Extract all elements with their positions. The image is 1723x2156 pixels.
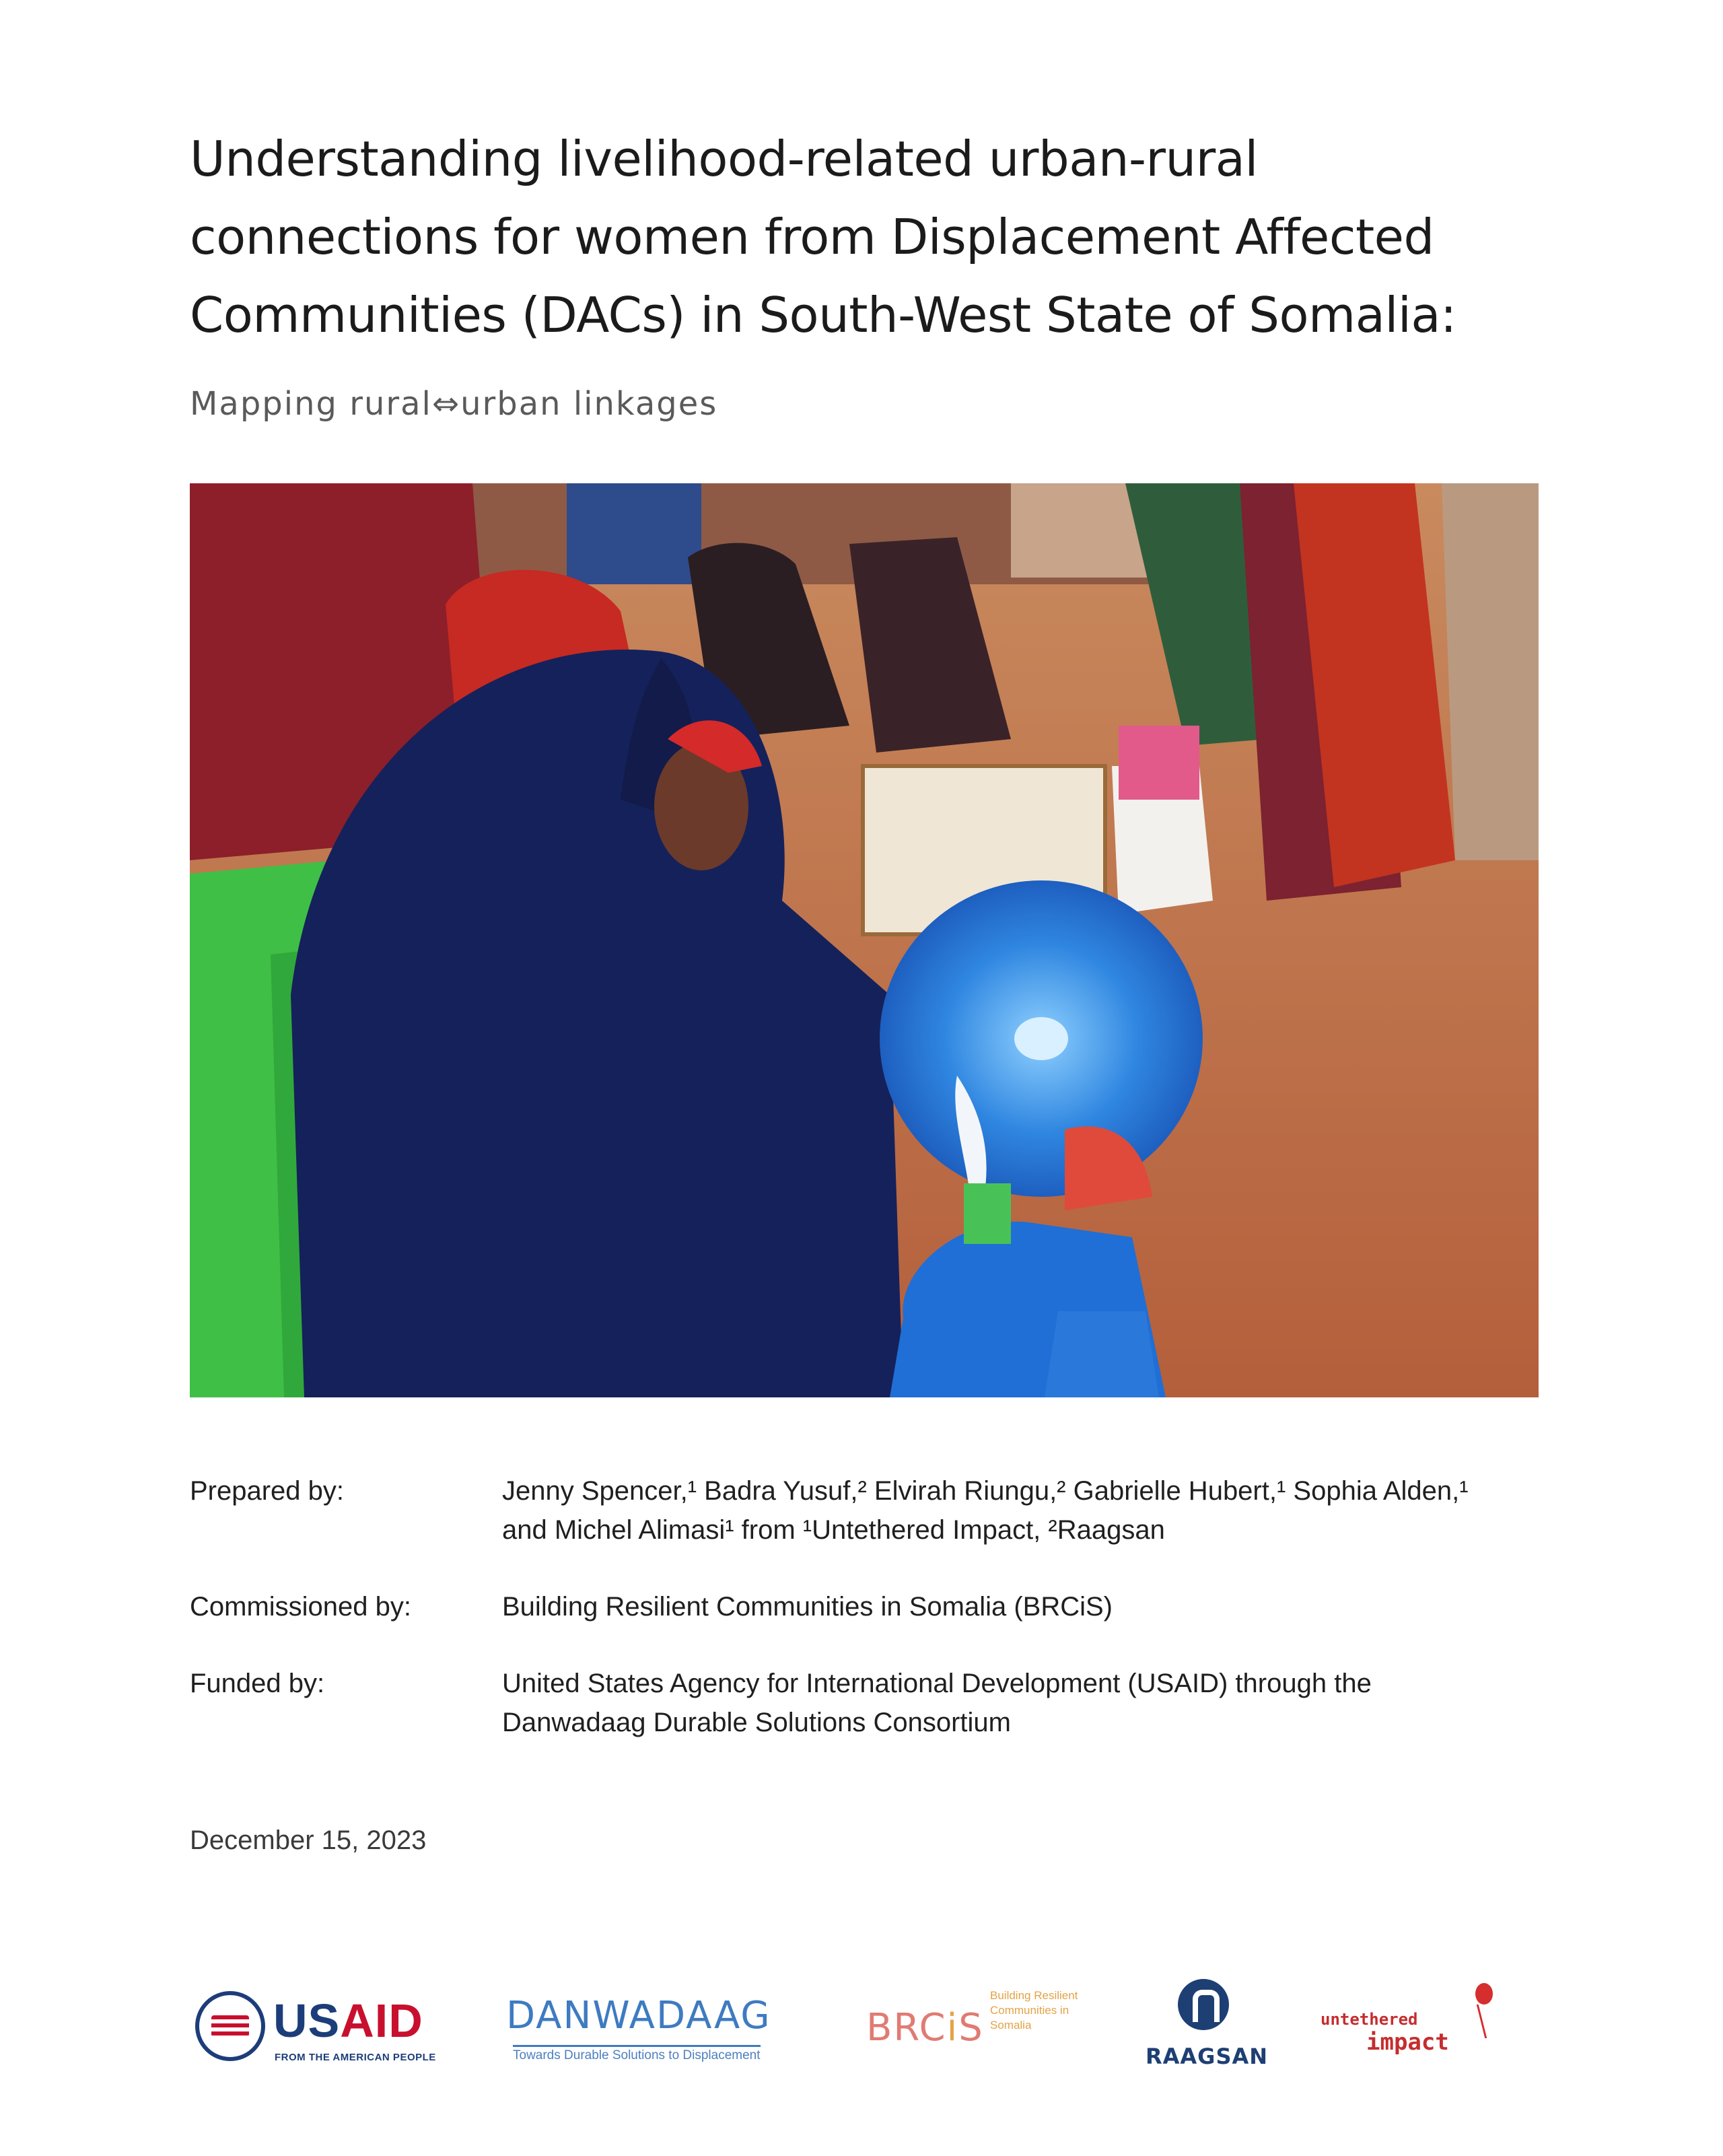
brcis-wordmark: BRCiS [866,2006,984,2050]
prepared-by-value [502,1471,1536,1550]
funded-by-line-2: Danwadaag Durable Solutions Consortium [502,1708,1011,1737]
publication-date: December 15, 2023 [190,1825,427,1855]
funded-by-line-1: United States Agency for International Development (USAID) through the [502,1669,1372,1698]
commissioned-by-row [190,1587,1536,1626]
untethered-impact-logo [1321,1979,1502,2073]
cover-photo [190,483,1539,1397]
untethered-wordmark: untethered [1321,2010,1418,2029]
title-line-1: Understanding livelihood-related urban-rural [190,131,1258,187]
commissioned-by-value: Building Resilient Communities in Somalia (BRCiS) [502,1592,1113,1622]
balloon-icon [1475,1983,1493,2005]
prepared-by-label: Prepared by: [190,1476,345,1506]
prepared-by-line-2: and Michel Alimasi¹ from ¹Untethered Impact, ²Raagsan [502,1515,1165,1545]
danwadaag-wordmark: DANWADAAG [506,1994,771,2038]
usaid-wordmark: USAID [273,1994,423,2047]
danwadaag-logo [506,1979,816,2073]
prepared-by-line-1: Jenny Spencer,¹ Badra Yusuf,² Elvirah Riungu,² Gabrielle Hubert,¹ Sophia Alden,¹ [502,1476,1469,1506]
document-title [190,120,1603,354]
funded-by-row [190,1664,1536,1742]
raagsan-logo [1146,1979,1273,2073]
impact-wordmark: impact [1366,2029,1449,2056]
prepared-by-row [190,1471,1536,1550]
document-subtitle: Mapping rural⇔urban linkages [190,385,718,423]
usaid-seal-icon [195,1991,265,2061]
title-line-2: connections for women from Displacement Affected [190,209,1434,265]
title-line-3: Communities (DACs) in South-West State of Somalia: [190,287,1456,343]
commissioned-by-label: Commissioned by: [190,1592,412,1622]
balloon-string-icon [1477,2005,1489,2038]
partner-logos [190,1979,1536,2073]
usaid-tagline: FROM THE AMERICAN PEOPLE [275,2052,436,2063]
funded-by-value [502,1664,1536,1742]
credits-block [190,1471,1536,1780]
usaid-logo [195,1979,451,2073]
raagsan-wordmark: RAAGSAN [1146,2044,1269,2069]
funded-by-label: Funded by: [190,1669,325,1698]
danwadaag-tagline: Towards Durable Solutions to Displacement [513,2045,761,2063]
raagsan-mark-icon [1178,1979,1229,2030]
brcis-tagline: Building Resilient Communities in Somalia [990,1989,1078,2031]
brcis-logo [866,1979,1095,2073]
